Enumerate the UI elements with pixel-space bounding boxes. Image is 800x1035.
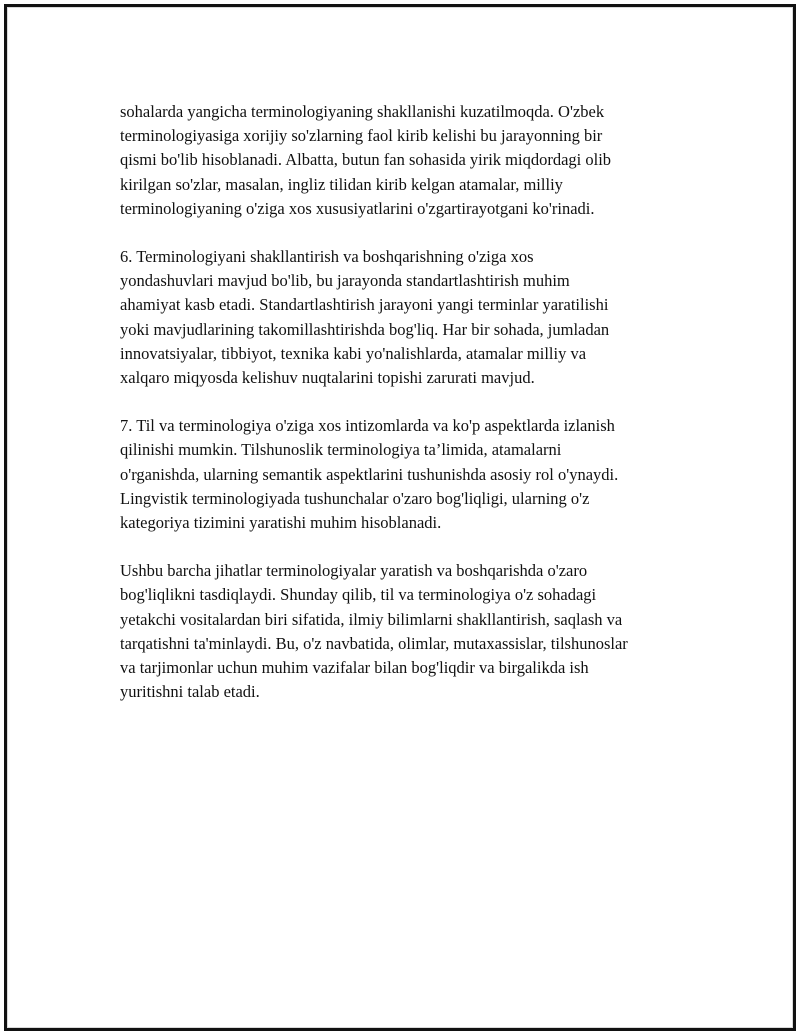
paragraph-point-6-standardization: 6. Terminologiyani shakllantirish va boshqarishning o'ziga xos yondashuvlari mavjud bo'lib, bu jarayonda standartlashtirish muhim ahamiyat kasb etadi. Standartlashtirish jarayoni yangi terminlar yaratilishi yoki mavjudlarining takomillashtirishda bog'liq. Har bir sohada, jumladan innovatsiyalar, tibbiyot, texnika kabi yo'nalishlarda, atamalar milliy va xalqaro miqyosda kelishuv nuqtalarini topishi zarurati mavjud. bbox=[120, 247, 610, 388]
paragraph-terminology-formation: sohalarda yangicha terminologiyaning shakllanishi kuzatilmoqda. O'zbek terminologiyasiga xorijiy so'zlarning faol kirib kelishi bu jarayonning bir qismi bo'lib hisoblanadi. Albatta, butun fan sohasida yirik miqdordagi olib kirilgan so'zlar, masalan, ingliz tilidan kirib kelgan atamalar, milliy terminologiyaning o'ziga xos xususiyatlarini o'zgartirayotgani ko'rinadi. bbox=[120, 102, 612, 218]
paragraph-point-7-linguistics: 7. Til va terminologiya o'ziga xos intizomlarda va ko'p aspektlarda izlanish qilinishi mumkin. Tilshunoslik terminologiya ta’limida, atamalarni o'rganishda, ularning semantik aspektlarini tushunishda asosiy rol o'ynaydi. Lingvistik terminologiyada tushunchalar o'zaro bog'liqligi, ularning o'z kategoriya tizimini yaratishi muhim hisoblanadi. bbox=[120, 416, 619, 533]
document-body bbox=[120, 100, 710, 728]
paragraph-conclusion: Ushbu barcha jihatlar terminologiyalar yaratish va boshqarishda o'zaro bog'liqlikni tasdiqlaydi. Shunday qilib, til va terminologiya o'z sohadagi yetakchi vositalardan biri sifatida, ilmiy bilimlarni shakllantirish, saqlash va tarqatishni ta'minlaydi. Bu, o'z navbatida, olimlar, mutaxassislar, tilshunoslar va tarjimonlar uchun muhim vazifalar bilan bog'liqdir va birgalikda ish yuritishni talab etadi. bbox=[120, 561, 628, 702]
page-frame bbox=[4, 4, 796, 1031]
